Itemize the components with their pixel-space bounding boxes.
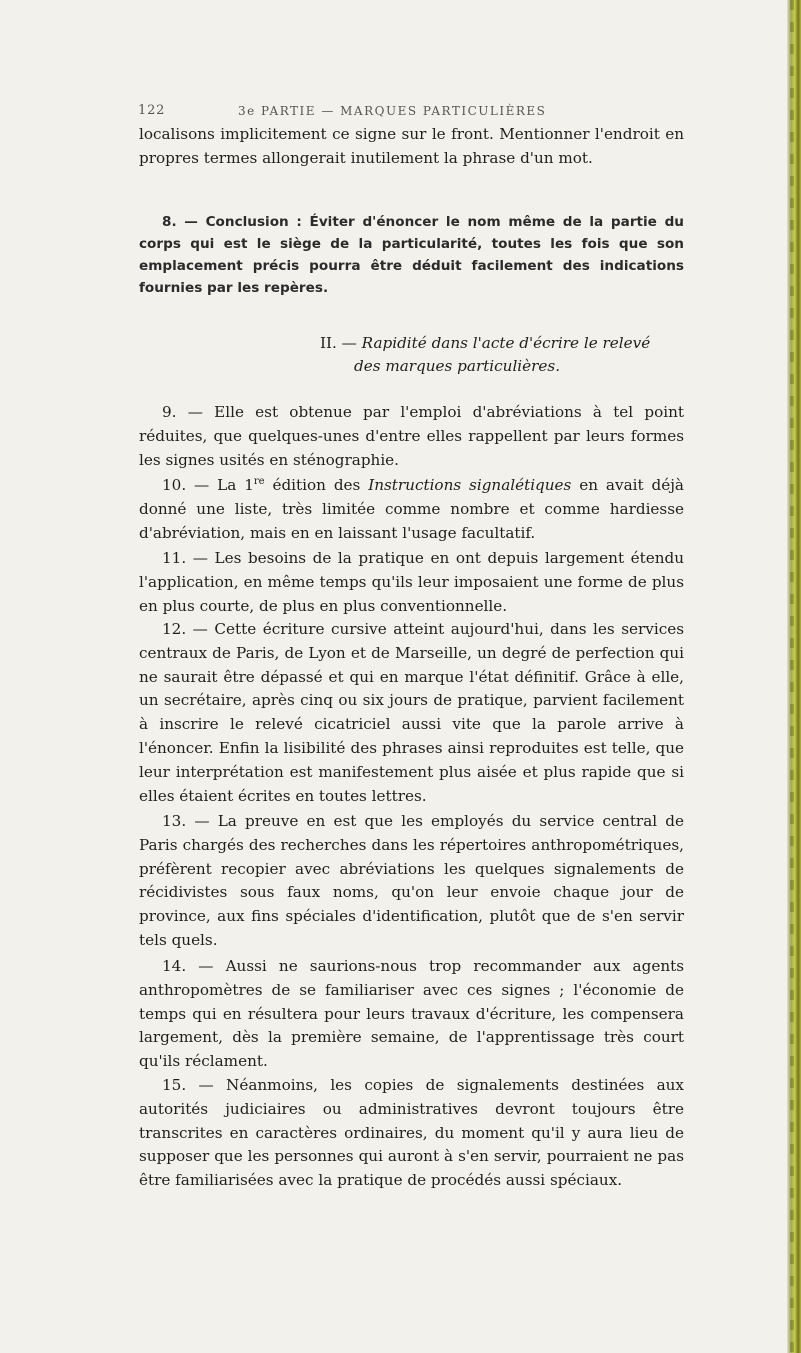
running-title: 3e PARTIE — MARQUES PARTICULIÈRES — [238, 104, 547, 118]
paragraph-continuation: localisons implicitement ce signe sur le front. Mentionner l'endroit en propres termes allongerait inutilement la phrase d'un mot. — [139, 125, 684, 167]
paragraph-10-end: en avait déjà donné une liste, très limitée comme nombre et comme hardiesse d'abréviation, mais en en laissant l'usage facultatif. — [139, 476, 684, 542]
paragraph-9: 9. — Elle est obtenue par l'emploi d'abréviations à tel point réduites, que quelques-unes d'entre elles rappellent par leurs formes les signes usités en sténographie. — [139, 403, 684, 469]
paragraph-12: 12. — Cette écriture cursive atteint aujourd'hui, dans les services centraux de Paris, de Lyon et de Marseille, un degré de perfection qui ne saurait être dépassé et qui en marque l'état définitif. Grâce à elle, un secrétaire, après cinq ou six jours de pratique, parvient facilement à inscrire le relevé cicatriciel aussi vite que la parole arrive à l'énoncer. Enfin la lisibilité des phrases ainsi reproduites est telle, que leur interprétation est manifestement plus aisée et plus rapide que si elles étaient écrites en toutes lettres. — [139, 620, 684, 805]
paragraph-8-number: 8. — — [162, 214, 206, 230]
conclusion-label: Conclusion : — [205, 214, 310, 230]
conclusion-text: Éviter d'énoncer le nom même de la partie du corps qui est le siège de la particularité, toutes les fois que son emplacement précis pourra être déduit facilement des indications fournies par les repères. — [139, 214, 684, 296]
paragraph-10 — [139, 474, 684, 545]
instructions-title: Instructions signalétiques — [368, 476, 572, 494]
edition-superscript: re — [253, 475, 265, 487]
paragraph-10-mid: édition des — [264, 476, 369, 494]
paragraph-14: 14. — Aussi ne saurions-nous trop recommander aux agents anthropomètres de se familiariser avec ces signes ; l'économie de temps qui en résultera pour leurs travaux d'écriture, les compensera largement, dès la première semaine, de l'apprentissage très court qu'ils réclament. — [139, 957, 684, 1071]
section-heading — [320, 332, 700, 378]
section-title-line2: des marques particulières. — [354, 357, 561, 375]
paragraph-15: 15. — Néanmoins, les copies de signalements destinées aux autorités judiciaires ou administratives devront toujours être transcrites en caractères ordinaires, du moment qu'il y aura lieu de supposer que les personnes qui auront à s'en servir, pourraient ne pas être familiarisées avec la pratique de procédés aussi spéciaux. — [139, 1076, 684, 1190]
paragraph-10-start: 10. — La 1 — [162, 476, 254, 494]
section-title-line1: Rapidité dans l'acte d'écrire le relevé — [361, 334, 651, 352]
section-number: II. — — [320, 334, 362, 352]
scan-edge-strip — [787, 0, 801, 1353]
paragraph-8-conclusion — [139, 211, 684, 299]
page-header — [138, 103, 668, 123]
paragraph-13: 13. — La preuve en est que les employés du service central de Paris chargés des recherches dans les répertoires anthropométriques, préfèrent recopier avec abréviations les quelques signalements de récidivistes sous faux noms, qu'on leur envoie chaque jour de province, aux fins spéciales d'identification, plutôt que de s'en servir tels quels. — [139, 812, 684, 949]
paragraph-11: 11. — Les besoins de la pratique en ont depuis largement étendu l'application, en même temps qu'ils leur imposaient une forme de plus en plus courte, de plus en plus conventionnelle. — [139, 549, 684, 615]
page-number: 122 — [138, 103, 166, 118]
